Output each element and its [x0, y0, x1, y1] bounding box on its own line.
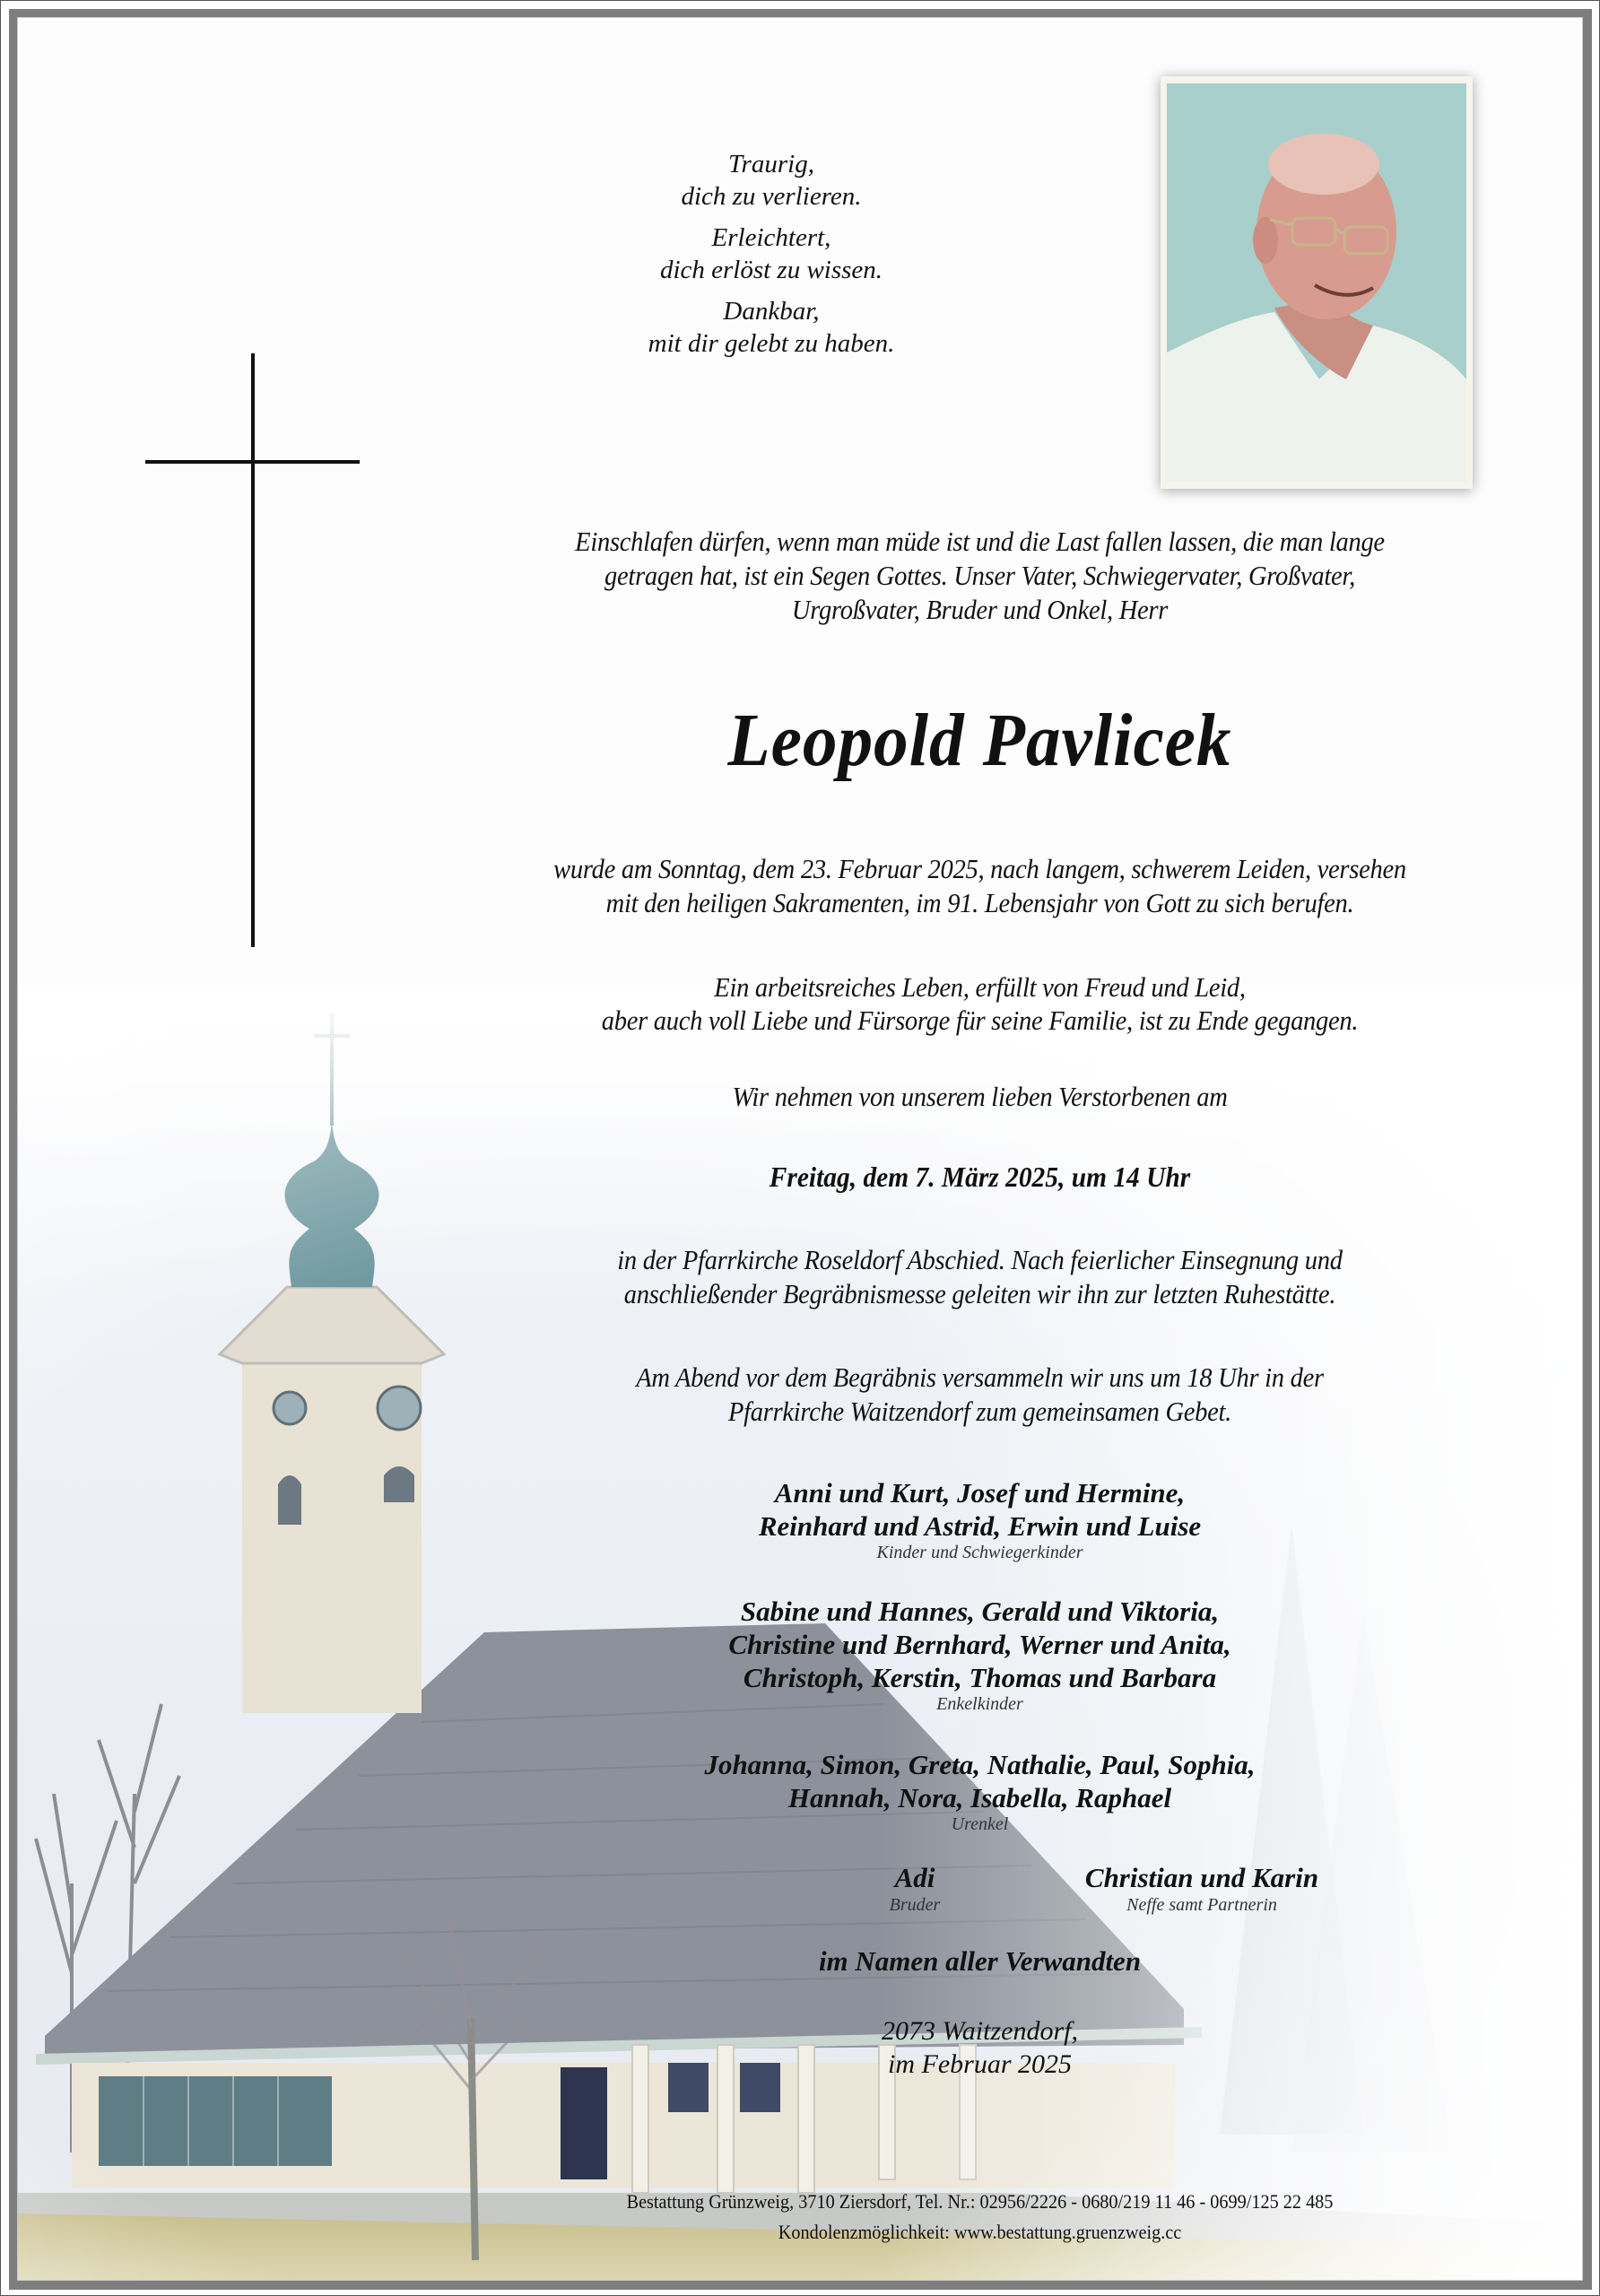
funeral-place-line: in der Pfarrkirche Roseldorf Abschied. Nach feierlicher Einsegnung und [617, 1244, 1343, 1275]
life-line: aber auch voll Liebe und Fürsorge für seine Familie, ist zu Ende gegangen. [601, 1004, 1359, 1036]
grandchildren-names: Christoph, Kerstin, Thomas und Barbara [743, 1662, 1217, 1693]
intro-line: Einschlafen dürfen, wenn man müde ist und die Last fallen lassen, die man lange [575, 526, 1385, 557]
great-grandchildren-names: Hannah, Nora, Isabella, Raphael [787, 1782, 1172, 1813]
portrait-photo [1167, 83, 1466, 482]
all-relatives: im Namen aller Verwandten [818, 1945, 1142, 1977]
intro-line: Urgroßvater, Bruder und Onkel, Herr [791, 594, 1169, 625]
prayer-line: Pfarrkirche Waitzendorf zum gemeinsamen Gebet. [727, 1396, 1232, 1427]
nephew-relation: Neffe samt Partnerin [1126, 1895, 1277, 1915]
cross-icon-horizontal [145, 460, 360, 464]
brother-name: Adi [894, 1862, 935, 1893]
grandchildren-relation: Enkelkinder [936, 1694, 1023, 1714]
death-notice-line: wurde am Sonntag, dem 23. Februar 2025, nach langem, schwerem Leiden, versehen [553, 853, 1406, 884]
poem-line: dich erlöst zu wissen. [659, 256, 883, 284]
brother-relation: Bruder [889, 1895, 941, 1915]
prayer-line: Am Abend vor dem Begräbnis versammeln wir uns um 18 Uhr in der [636, 1361, 1324, 1393]
cross-icon-vertical [251, 353, 255, 947]
poem-line: mit dir gelebt zu haben. [648, 329, 895, 358]
date-line: im Februar 2025 [888, 2049, 1072, 2079]
poem-line: Traurig, [728, 150, 814, 178]
poem-line: Dankbar, [723, 297, 820, 326]
funeral-home-info: Bestattung Grünzweig, 3710 Ziersdorf, Tel. Nr.: 02956/2226 - 0680/219 11 46 - 0699/125 22 485 [626, 2190, 1334, 2213]
funeral-date: Freitag, dem 7. März 2025, um 14 Uhr [769, 1161, 1191, 1193]
great-grandchildren-names: Johanna, Simon, Greta, Nathalie, Paul, Sophia, [704, 1749, 1256, 1780]
death-notice-line: mit den heiligen Sakramenten, im 91. Lebensjahr von Gott zu sich berufen. [605, 887, 1354, 918]
intro-line: getragen hat, ist ein Segen Gottes. Unser Vater, Schwiegervater, Großvater, [604, 560, 1355, 591]
place-line: 2073 Waitzendorf, [882, 2016, 1078, 2046]
life-line: Ein arbeitsreiches Leben, erfüllt von Freud und Leid, [714, 971, 1246, 1003]
great-grandchildren-relation: Urenkel [951, 1814, 1009, 1834]
deceased-name: Leopold Pavlicek [727, 699, 1232, 782]
poem-line: Erleichtert, [711, 223, 831, 252]
children-names: Anni und Kurt, Josef und Hermine, [774, 1477, 1186, 1509]
grandchildren-names: Sabine und Hannes, Gerald und Viktoria, [740, 1596, 1220, 1627]
condolence-link[interactable]: Kondolenzmöglichkeit: www.bestattung.gruenzweig.cc [778, 2221, 1182, 2243]
children-relation: Kinder und Schwiegerkinder [876, 1543, 1083, 1562]
portrait-frame [1161, 76, 1473, 489]
funeral-place-line: anschließender Begräbnismesse geleiten wir ihn zur letzten Ruhestätte. [623, 1278, 1336, 1309]
grandchildren-names: Christine und Bernhard, Werner und Anita, [728, 1629, 1231, 1660]
obituary-card [9, 9, 1592, 2290]
farewell-intro: Wir nehmen von unserem lieben Verstorbenen am [732, 1081, 1228, 1112]
nephew-names: Christian und Karin [1084, 1862, 1319, 1893]
poem-line: dich zu verlieren. [681, 182, 862, 211]
children-names: Reinhard und Astrid, Erwin und Luise [758, 1510, 1202, 1542]
